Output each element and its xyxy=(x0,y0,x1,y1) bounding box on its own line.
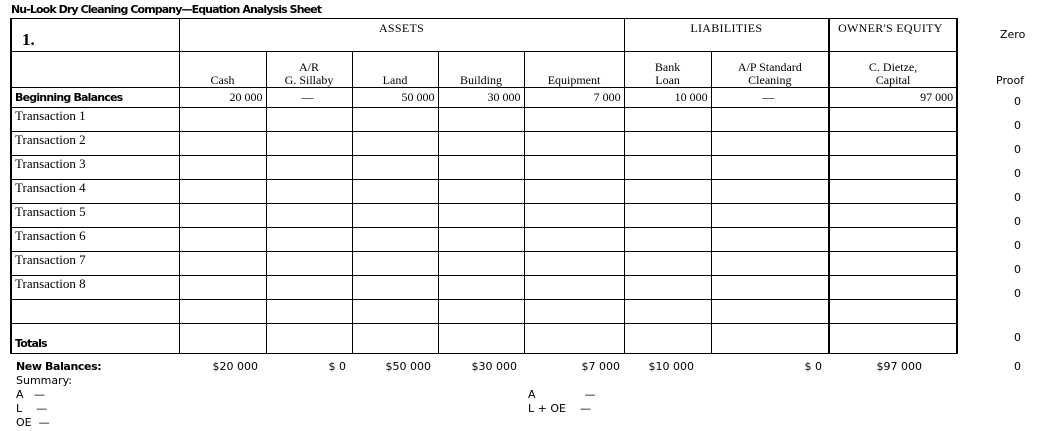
transaction-cell[interactable] xyxy=(711,156,829,180)
transaction-cell[interactable] xyxy=(266,276,352,300)
transaction-cell[interactable] xyxy=(711,180,829,204)
transaction-cell[interactable] xyxy=(266,252,352,276)
proof-value: 0 xyxy=(1014,143,1021,156)
beginning-label: Beginning Balances xyxy=(11,88,179,108)
transaction-label: Transaction 4 xyxy=(11,180,179,204)
col-capital: C. Dietze, Capital xyxy=(829,52,957,88)
transaction-row xyxy=(11,180,957,204)
transaction-cell[interactable] xyxy=(352,108,438,132)
transaction-cell[interactable] xyxy=(352,156,438,180)
transaction-row xyxy=(11,204,957,228)
transaction-cell[interactable] xyxy=(438,132,524,156)
total-cell xyxy=(179,324,266,354)
transaction-cell[interactable] xyxy=(266,180,352,204)
transaction-label: Transaction 3 xyxy=(11,156,179,180)
transaction-cell[interactable] xyxy=(829,204,957,228)
transaction-cell[interactable] xyxy=(352,180,438,204)
nb-proof: 0 xyxy=(1014,360,1021,373)
transaction-cell[interactable] xyxy=(179,228,266,252)
transaction-cell[interactable] xyxy=(624,156,711,180)
transaction-cell[interactable] xyxy=(624,180,711,204)
begin-capital: 97 000 xyxy=(829,88,957,108)
begin-equipment: 7 000 xyxy=(524,88,624,108)
transaction-label: Transaction 6 xyxy=(11,228,179,252)
transaction-cell[interactable] xyxy=(711,132,829,156)
transaction-cell[interactable] xyxy=(179,180,266,204)
transaction-row xyxy=(11,156,957,180)
transaction-cell[interactable] xyxy=(624,252,711,276)
transaction-cell[interactable] xyxy=(829,276,957,300)
nb-ar: $ 0 xyxy=(328,360,346,373)
header-blank-cell xyxy=(11,52,179,88)
transaction-cell[interactable] xyxy=(624,276,711,300)
transaction-row xyxy=(11,252,957,276)
begin-ar: — xyxy=(266,88,352,108)
nb-ap: $ 0 xyxy=(804,360,822,373)
transaction-cell[interactable] xyxy=(711,276,829,300)
transaction-cell[interactable] xyxy=(438,108,524,132)
summary-a: A — xyxy=(16,388,46,401)
transaction-cell[interactable] xyxy=(829,228,957,252)
transaction-cell[interactable] xyxy=(438,180,524,204)
transaction-cell[interactable] xyxy=(266,156,352,180)
transaction-cell[interactable] xyxy=(352,276,438,300)
transaction-cell[interactable] xyxy=(438,228,524,252)
transaction-cell[interactable] xyxy=(829,132,957,156)
proof-value: 0 xyxy=(1014,215,1021,228)
transaction-cell[interactable] xyxy=(711,204,829,228)
transaction-label: Transaction 2 xyxy=(11,132,179,156)
begin-cash: 20 000 xyxy=(179,88,266,108)
totals-label: Totals xyxy=(11,324,179,354)
summary-a2: A — xyxy=(528,388,596,401)
transaction-cell[interactable] xyxy=(624,132,711,156)
col-equipment: Equipment xyxy=(524,52,624,88)
transaction-cell[interactable] xyxy=(179,156,266,180)
transaction-cell[interactable] xyxy=(352,228,438,252)
proof-value: 0 xyxy=(1014,95,1021,108)
transaction-cell[interactable] xyxy=(524,252,624,276)
transaction-cell[interactable] xyxy=(352,252,438,276)
transaction-cell[interactable] xyxy=(829,180,957,204)
equation-analysis-table xyxy=(10,18,958,354)
transaction-cell[interactable] xyxy=(711,252,829,276)
transaction-cell[interactable] xyxy=(524,276,624,300)
proof-value: 0 xyxy=(1014,119,1021,132)
transaction-label: Transaction 7 xyxy=(11,252,179,276)
liabilities-header: LIABILITIES xyxy=(624,19,829,52)
transaction-row xyxy=(11,276,957,300)
transaction-cell[interactable] xyxy=(524,132,624,156)
summary-oe: OE — xyxy=(16,416,50,429)
col-building: Building xyxy=(438,52,524,88)
nb-building: $30 000 xyxy=(471,360,517,373)
transaction-cell[interactable] xyxy=(829,156,957,180)
nb-equipment: $7 000 xyxy=(581,360,620,373)
nb-bank: $10 000 xyxy=(648,360,694,373)
transaction-cell[interactable] xyxy=(624,204,711,228)
transaction-cell[interactable] xyxy=(711,228,829,252)
transaction-cell[interactable] xyxy=(266,204,352,228)
transaction-row xyxy=(11,228,957,252)
transaction-cell[interactable] xyxy=(266,132,352,156)
proof-value: 0 xyxy=(1014,239,1021,252)
col-bank-loan: Bank Loan xyxy=(624,52,711,88)
summary-l: L — xyxy=(16,402,48,415)
transaction-cell[interactable] xyxy=(624,108,711,132)
transaction-cell[interactable] xyxy=(524,156,624,180)
transaction-cell[interactable] xyxy=(624,228,711,252)
transaction-cell[interactable] xyxy=(266,228,352,252)
begin-land: 50 000 xyxy=(352,88,438,108)
transaction-cell[interactable] xyxy=(524,228,624,252)
proof-value: 0 xyxy=(1014,331,1021,344)
proof-value: 0 xyxy=(1014,287,1021,300)
begin-ap: — xyxy=(711,88,829,108)
proof-value: 0 xyxy=(1014,191,1021,204)
transaction-cell[interactable] xyxy=(179,276,266,300)
col-ar: A/R G. Sillaby xyxy=(266,52,352,88)
blank-row-label xyxy=(11,300,179,324)
summary-loe: L + OE — xyxy=(528,402,591,415)
nb-land: $50 000 xyxy=(385,360,431,373)
transaction-label: Transaction 1 xyxy=(11,108,179,132)
transaction-row xyxy=(11,108,957,132)
transaction-cell[interactable] xyxy=(352,204,438,228)
transaction-label: Transaction 8 xyxy=(11,276,179,300)
nb-cash: $20 000 xyxy=(212,360,258,373)
transaction-cell[interactable] xyxy=(829,252,957,276)
transaction-row xyxy=(11,132,957,156)
transaction-cell[interactable] xyxy=(524,180,624,204)
begin-bank: 10 000 xyxy=(624,88,711,108)
transaction-cell[interactable] xyxy=(179,108,266,132)
col-ap: A/P Standard Cleaning xyxy=(711,52,829,88)
transaction-cell[interactable] xyxy=(524,204,624,228)
nb-capital: $97 000 xyxy=(876,360,922,373)
proof-label: Proof xyxy=(996,74,1025,87)
col-land: Land xyxy=(352,52,438,88)
transaction-cell[interactable] xyxy=(266,108,352,132)
new-balances-label: New Balances: xyxy=(16,360,102,373)
transaction-cell[interactable] xyxy=(524,108,624,132)
transaction-cell[interactable] xyxy=(438,252,524,276)
transaction-cell[interactable] xyxy=(438,276,524,300)
transaction-cell[interactable] xyxy=(829,108,957,132)
transaction-cell[interactable] xyxy=(438,204,524,228)
transaction-cell[interactable] xyxy=(352,132,438,156)
transaction-cell[interactable] xyxy=(179,132,266,156)
transaction-cell[interactable] xyxy=(438,156,524,180)
zero-label: Zero xyxy=(1000,28,1026,41)
problem-number: 1. xyxy=(11,19,179,52)
transaction-cell[interactable] xyxy=(179,252,266,276)
proof-value: 0 xyxy=(1014,167,1021,180)
owners-equity-header: OWNER'S EQUITY xyxy=(829,19,957,52)
transaction-label: Transaction 5 xyxy=(11,204,179,228)
summary-label: Summary: xyxy=(16,374,73,387)
assets-header: ASSETS xyxy=(179,19,624,52)
col-cash: Cash xyxy=(179,52,266,88)
transaction-cell[interactable] xyxy=(179,204,266,228)
begin-building: 30 000 xyxy=(438,88,524,108)
proof-value: 0 xyxy=(1014,263,1021,276)
sheet-title: Nu-Look Dry Cleaning Company—Equation Analysis Sheet xyxy=(11,3,322,16)
transaction-cell[interactable] xyxy=(711,108,829,132)
